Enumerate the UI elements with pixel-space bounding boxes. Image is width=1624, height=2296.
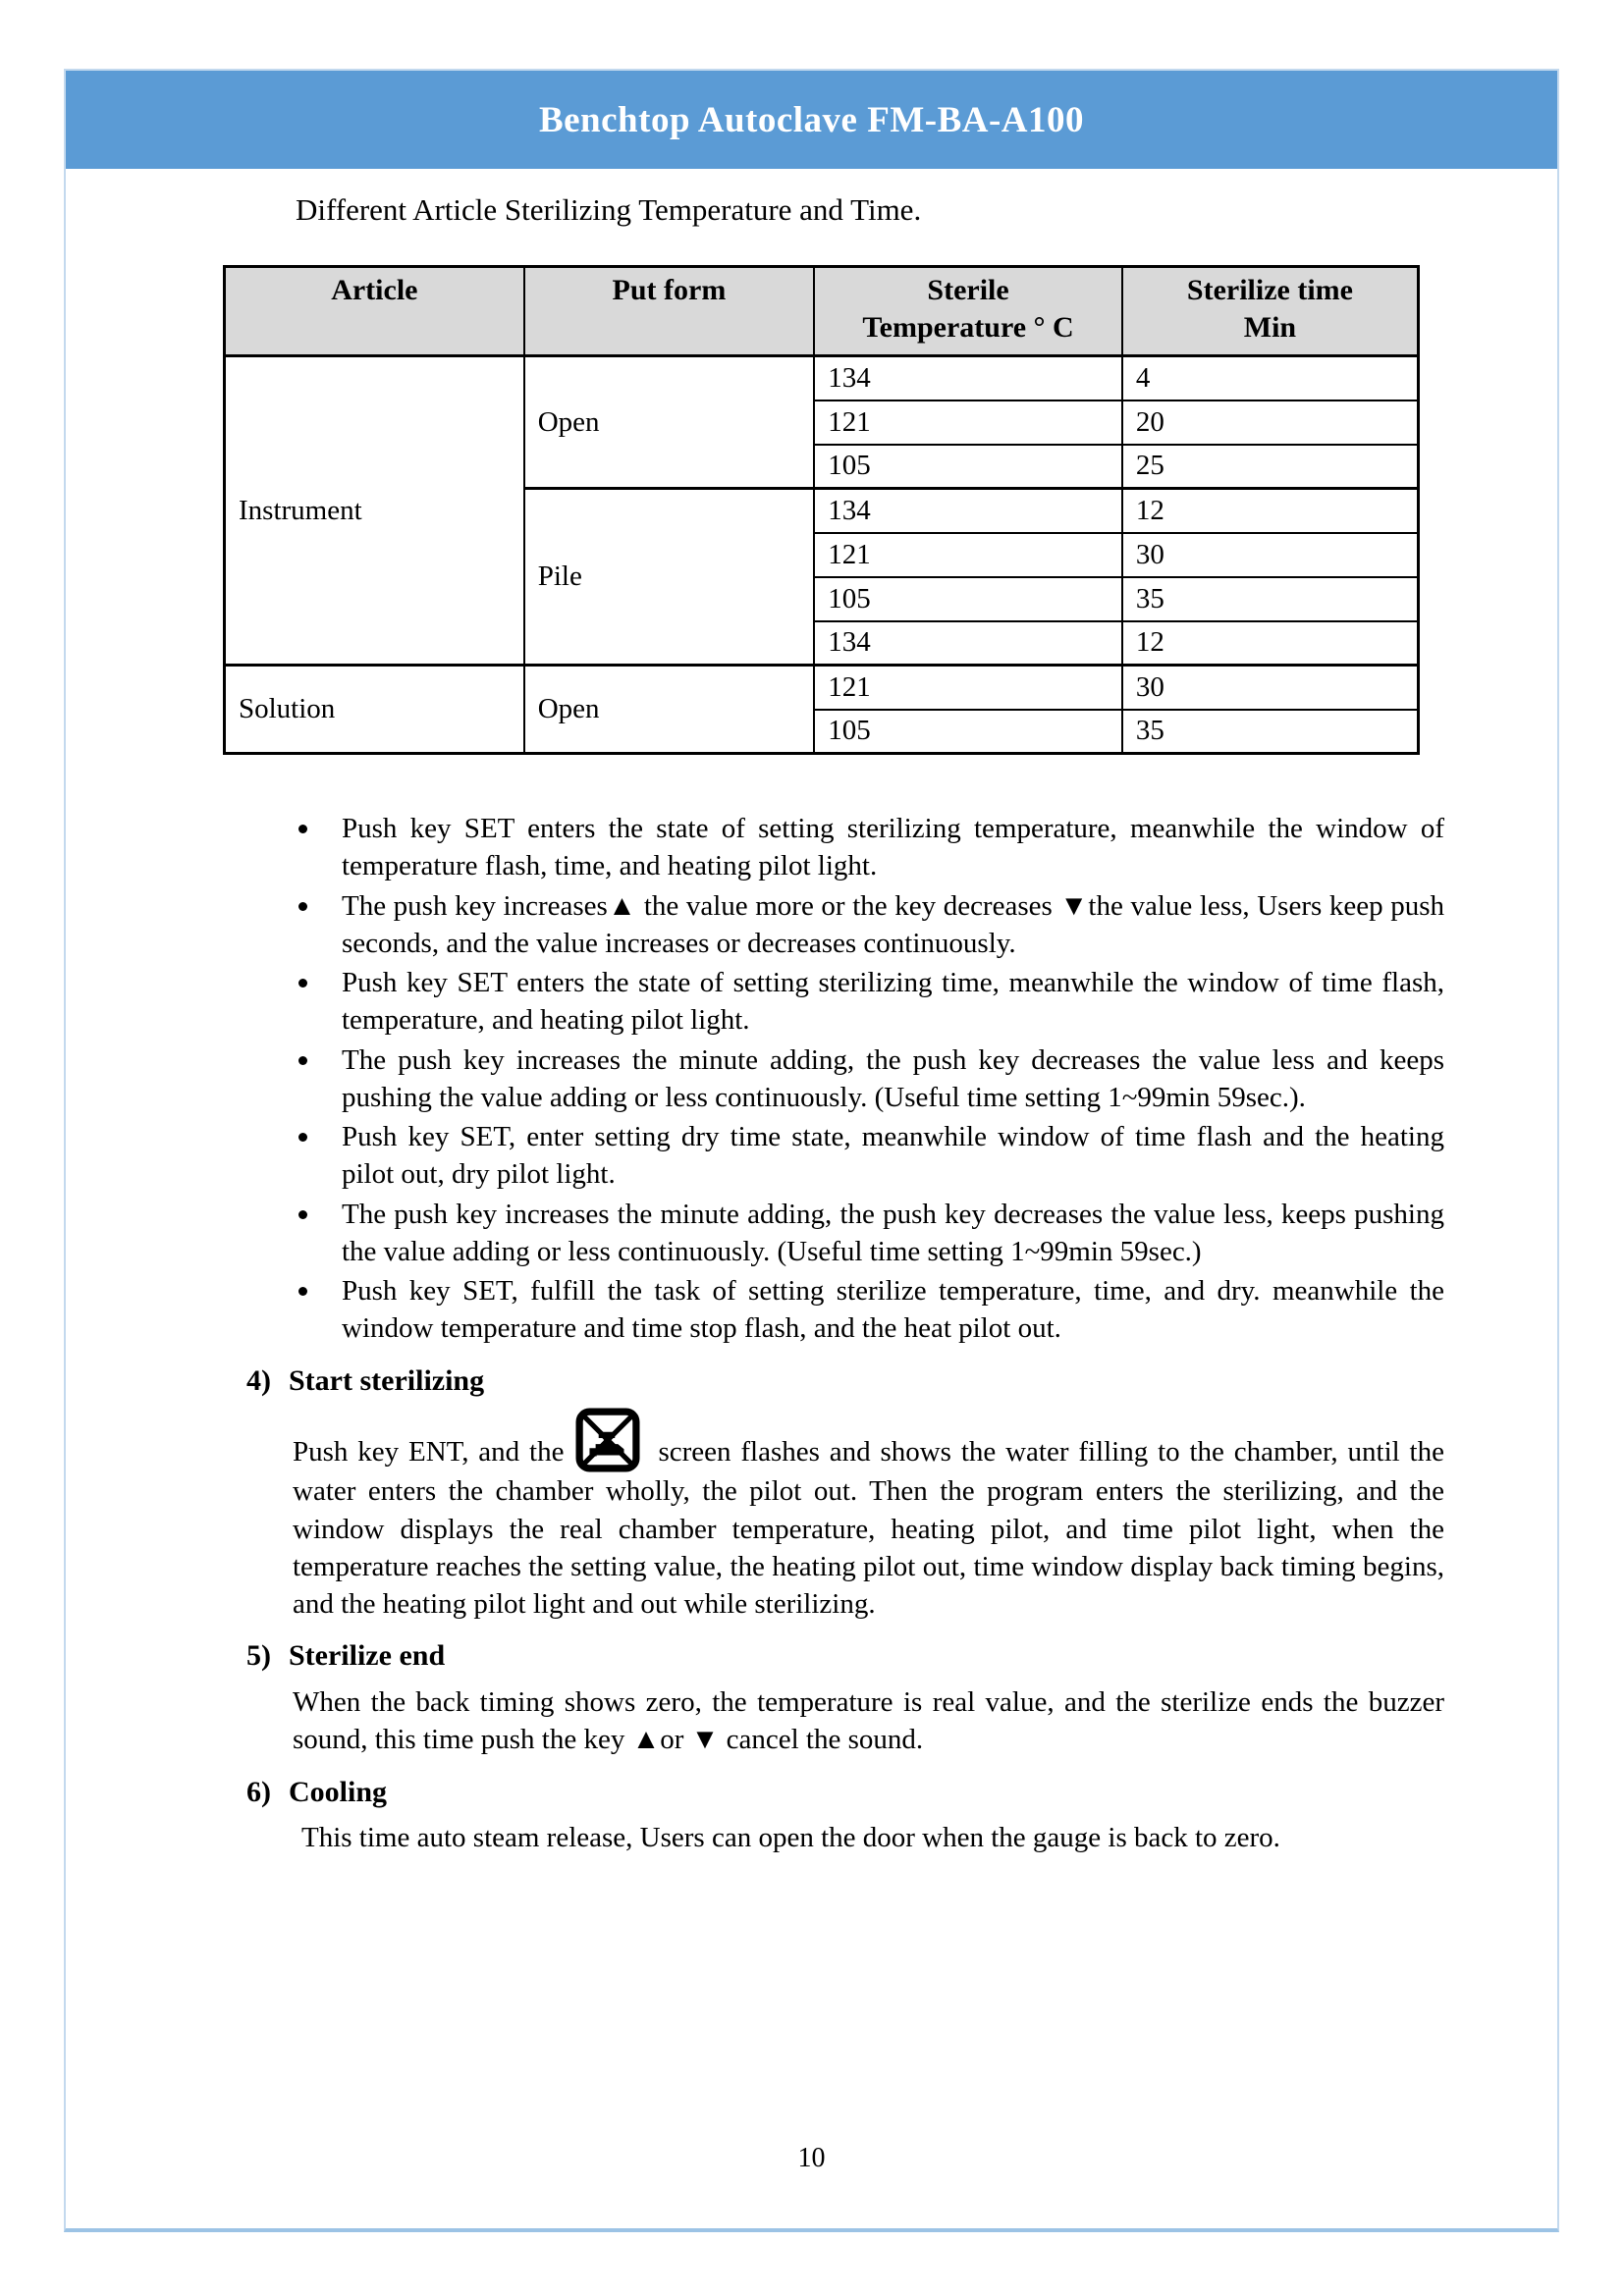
article-cell: Instrument: [225, 356, 524, 666]
table-row: [225, 666, 1419, 710]
page-number: 10: [797, 2143, 826, 2173]
column-header: Article: [225, 267, 524, 356]
section-title: Cooling: [289, 1775, 388, 1808]
section-heading-start-sterilizing: [246, 1362, 1557, 1401]
time-cell: 12: [1122, 489, 1419, 533]
intro-text: Different Article Sterilizing Temperature and Time.: [296, 192, 922, 227]
put-form-cell: Open: [524, 356, 814, 489]
table-row: [225, 356, 1419, 400]
section-sterilize-end-body: When the back timing shows zero, the temperature is real value, and the sterilize ends the buzzer sound, this time push the key ▲or ▼ cancel the sound.: [293, 1685, 1444, 1756]
section-start-sterilizing-body: [293, 1408, 1444, 1623]
table-body: [225, 356, 1419, 754]
section-heading-cooling: [246, 1773, 1557, 1812]
time-cell: 30: [1122, 666, 1419, 710]
bullet-item: Push key SET, enter setting dry time state, meanwhile window of time flash and the heating pilot out, dry pilot light.: [342, 1118, 1444, 1194]
put-form-cell: Pile: [524, 489, 814, 666]
table-header-row: [225, 267, 1419, 356]
put-form-cell: Open: [524, 666, 814, 754]
temperature-cell: 105: [814, 445, 1122, 489]
temperature-cell: 121: [814, 400, 1122, 445]
temperature-cell: 121: [814, 666, 1122, 710]
section-number: 6): [246, 1775, 271, 1808]
section-cooling-body: This time auto steam release, Users can open the door when the gauge is back to zero.: [301, 1822, 1280, 1854]
time-cell: 30: [1122, 533, 1419, 577]
table-header: [225, 267, 1419, 356]
bullet-item: Push key SET enters the state of setting sterilizing time, meanwhile the window of time flash, temperature, and heating pilot light.: [342, 964, 1444, 1040]
section-heading-sterilize-end: [246, 1636, 1557, 1676]
body-text-after-icon: screen flashes and shows the water filling to the chamber, until the water enters the chamber wholly, the pilot out. Then the program enters the sterilizing, and the window displays the real chamber temperature, heating pilot, and time pilot light, when the temperature reaches the setting value, the heating pilot out, time window display back timing begins, and the heating pilot light and out while sterilizing.: [293, 1436, 1444, 1621]
body-text-before-icon: Push key ENT, and the: [293, 1436, 565, 1468]
bullet-item: The push key increases the minute adding, the push key decreases the value less and keeps pushing the value adding or less continuously. (Useful time setting 1~99min 59sec.).: [342, 1041, 1444, 1117]
temperature-cell: 134: [814, 489, 1122, 533]
temperature-cell: 121: [814, 533, 1122, 577]
bullet-item: Push key SET, fulfill the task of setting sterilize temperature, time, and dry. meanwhile the window temperature and time stop flash, and the heat pilot out.: [342, 1272, 1444, 1348]
bullet-item: The push key increases▲ the value more or the key decreases ▼the value less, Users keep push seconds, and the value increases or decreases continuously.: [342, 887, 1444, 963]
bullet-list: [66, 810, 1557, 1348]
section-number: 5): [246, 1639, 271, 1673]
time-cell: 35: [1122, 710, 1419, 754]
temperature-cell: 105: [814, 710, 1122, 754]
section-title: Sterilize end: [289, 1639, 446, 1673]
time-cell: 20: [1122, 400, 1419, 445]
temperature-cell: 105: [814, 577, 1122, 621]
section-title: Start sterilizing: [289, 1363, 485, 1397]
column-header: Put form: [524, 267, 814, 356]
document-header-bar: [66, 71, 1557, 169]
column-header: Sterile Temperature ° C: [814, 267, 1122, 356]
sterilizing-table: [223, 265, 1420, 755]
document-title: Benchtop Autoclave FM-BA-A100: [538, 99, 1085, 140]
time-cell: 35: [1122, 577, 1419, 621]
bullet-item: Push key SET enters the state of setting sterilizing temperature, meanwhile the window of temperature flash, time, and heating pilot light.: [342, 810, 1444, 885]
time-cell: 25: [1122, 445, 1419, 489]
article-cell: Solution: [225, 666, 524, 754]
page-frame: [64, 69, 1559, 2232]
bullet-item: The push key increases the minute adding, the push key decreases the value less, keeps pushing the value adding or less continuously. (Useful time setting 1~99min 59sec.): [342, 1196, 1444, 1271]
time-cell: 4: [1122, 356, 1419, 400]
column-header: Sterilize time Min: [1122, 267, 1419, 356]
temperature-cell: 134: [814, 356, 1122, 400]
no-water-faucet-icon: [575, 1408, 640, 1472]
time-cell: 12: [1122, 621, 1419, 666]
section-number: 4): [246, 1363, 271, 1397]
temperature-cell: 134: [814, 621, 1122, 666]
